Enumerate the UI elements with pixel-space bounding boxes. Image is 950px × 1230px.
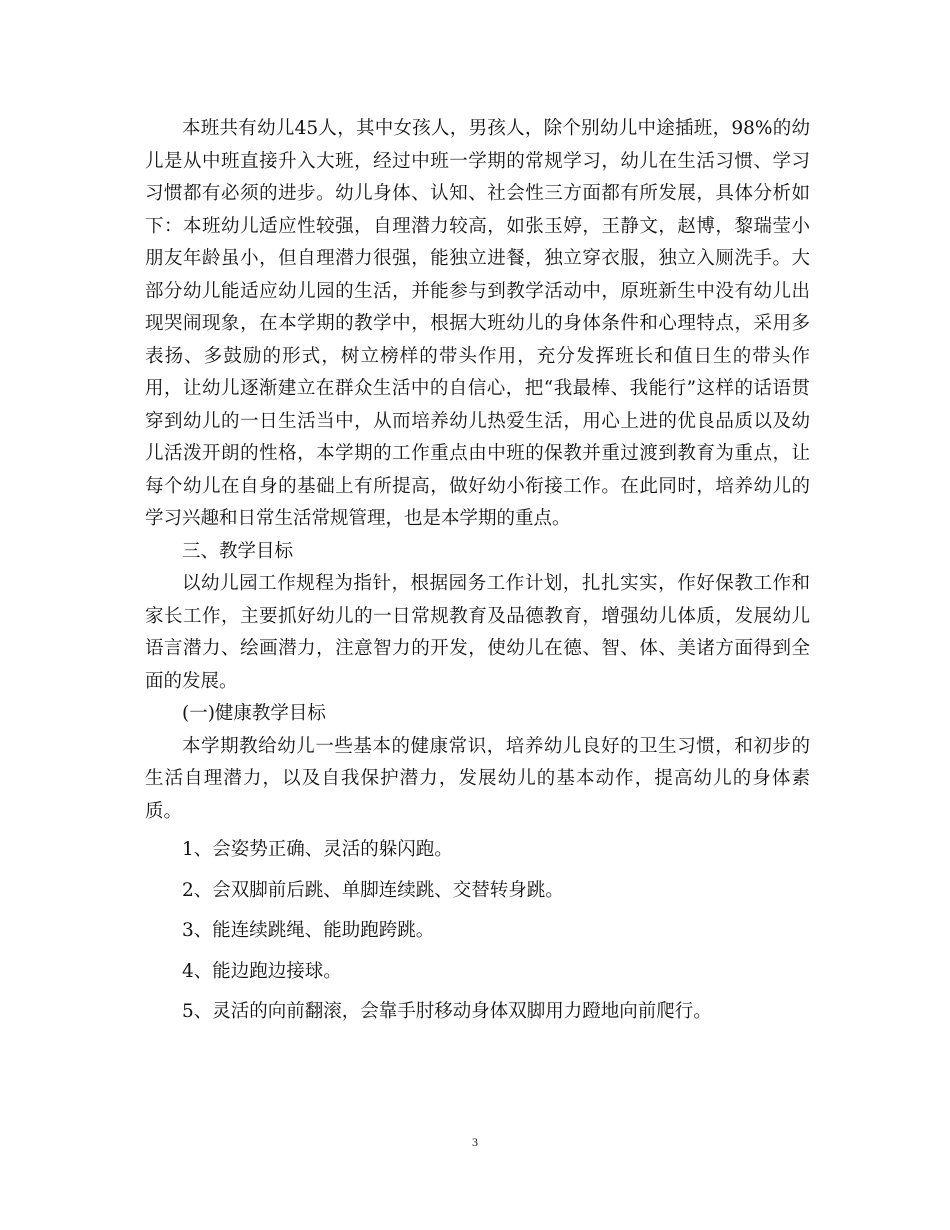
health-goals-paragraph: 本学期教给幼儿一些基本的健康常识，培养幼儿良好的卫生习惯，和初步的生活自理潜力，以及自我保护潜力，发展幼儿的基本动作，提高幼儿的身体素质。 [145,735,810,822]
section-heading-teaching-goals: 三、教学目标 [182,540,294,562]
subsection-heading-health-goals: (一)健康教学目标 [182,703,326,724]
teaching-goals-paragraph: 以幼儿园工作规程为指针，根据园务工作计划，扎扎实实，作好保教工作和家长工作，主要抓好幼儿的一日常规教育及品德教育，增强幼儿体质，发展幼儿语言潜力、绘画潜力，注意智力的开发，使幼儿在德、智、体、美诸方面得到全面的发展。 [145,573,810,692]
list-item: 4、能边跑边接球。 [182,960,342,982]
document-body [145,113,810,1029]
list-item: 5、灵活的向前翻滚，会靠手肘移动身体双脚用力蹬地向前爬行。 [182,1001,712,1022]
page-number: 3 [472,1135,478,1149]
list-item: 1、会姿势正确、灵活的躲闪跑。 [182,839,453,860]
list-item: 3、能连续跳绳、能助跑跨跳。 [182,920,435,941]
class-overview-paragraph: 本班共有幼儿45人，其中女孩人，男孩人，除个别幼儿中途插班，98%的幼儿是从中班直接升入大班，经过中班一学期的常规学习，幼儿在生活习惯、学习习惯都有必须的进步。幼儿身体、认知、社会性三方面都有所发展，具体分析如下：本班幼儿适应性较强，自理潜力较高，如张玉婷，王静文，赵博，黎瑞莹小朋友年龄虽小，但自理潜力很强，能独立进餐，独立穿衣服，独立入厕洗手。大部分幼儿能适应幼儿园的生活，并能参与到教学活动中，原班新生中没有幼儿出现哭闹现象，在本学期的教学中，根据大班幼儿的身体条件和心理特点，采用多表扬、多鼓励的形式，树立榜样的带头作用，充分发挥班长和值日生的带头作用，让幼儿逐渐建立在群众生活中的自信心，把“我最棒、我能行”这样的话语贯穿到幼儿的一日生活当中，从而培养幼儿热爱生活，用心上进的优良品质以及幼儿活泼开朗的性格，本学期的工作重点由中班的保教并重过渡到教育为重点，让每个幼儿在自身的基础上有所提高，做好幼小衔接工作。在此同时，培养幼儿的学习兴趣和日常生活常规管理，也是本学期的重点。 [145,118,810,529]
list-item: 2、会双脚前后跳、单脚连续跳、交替转身跳。 [182,879,564,901]
